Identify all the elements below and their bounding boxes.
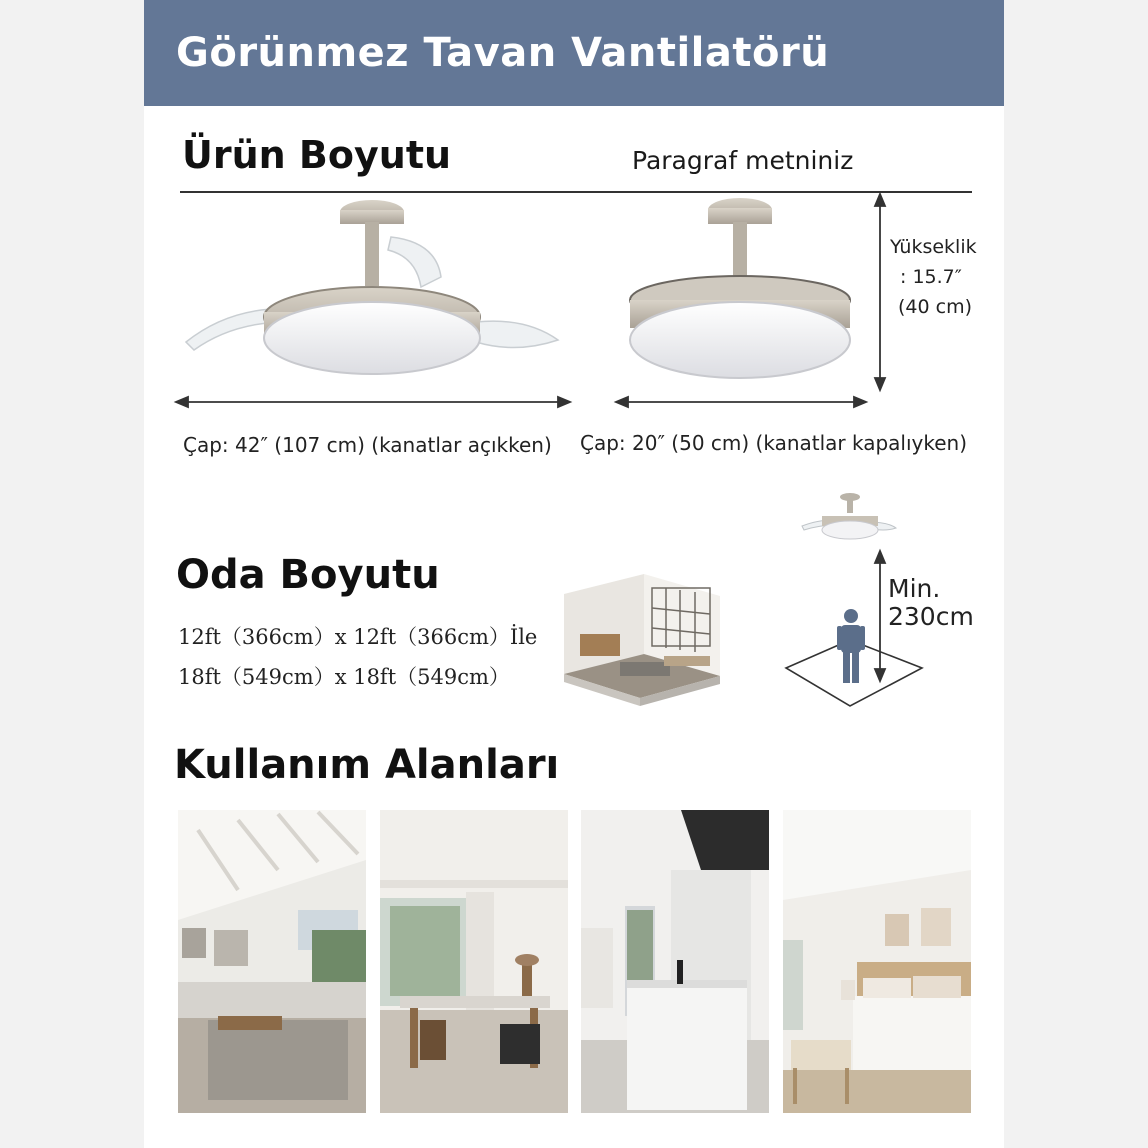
- min-height-label-line2: 230cm: [888, 602, 974, 631]
- room-illustration: [560, 566, 726, 708]
- height-label-line2: : 15.7″: [900, 266, 962, 288]
- page-title: Görünmez Tavan Vantilatörü: [176, 30, 830, 76]
- bedroom-photo: [783, 810, 971, 1113]
- height-label-line1: Yükseklik: [890, 236, 977, 258]
- min-height-label-line1: Min.: [888, 574, 941, 603]
- placeholder-paragraph: Paragraf metniniz: [632, 146, 854, 175]
- living-room-photo: [178, 810, 366, 1113]
- height-label-line3: (40 cm): [898, 296, 972, 318]
- product-size-heading: Ürün Boyutu: [182, 133, 452, 177]
- closed-diameter-label: Çap: 20″ (50 cm) (kanatlar kapalıyken): [580, 431, 968, 455]
- dimension-arrows: [170, 190, 890, 415]
- room-size-line2: 18ft（549cm）x 18ft（549cm）: [178, 665, 510, 689]
- room-size-heading: Oda Boyutu: [176, 552, 440, 598]
- dining-room-photo: [380, 810, 568, 1113]
- kitchen-photo: [581, 810, 769, 1113]
- room-size-line1: 12ft（366cm）x 12ft（366cm）İle: [178, 625, 538, 649]
- open-diameter-label: Çap: 42″ (107 cm) (kanatlar açıkken): [183, 433, 552, 457]
- usage-areas-heading: Kullanım Alanları: [174, 742, 560, 788]
- title-banner: [144, 0, 1004, 106]
